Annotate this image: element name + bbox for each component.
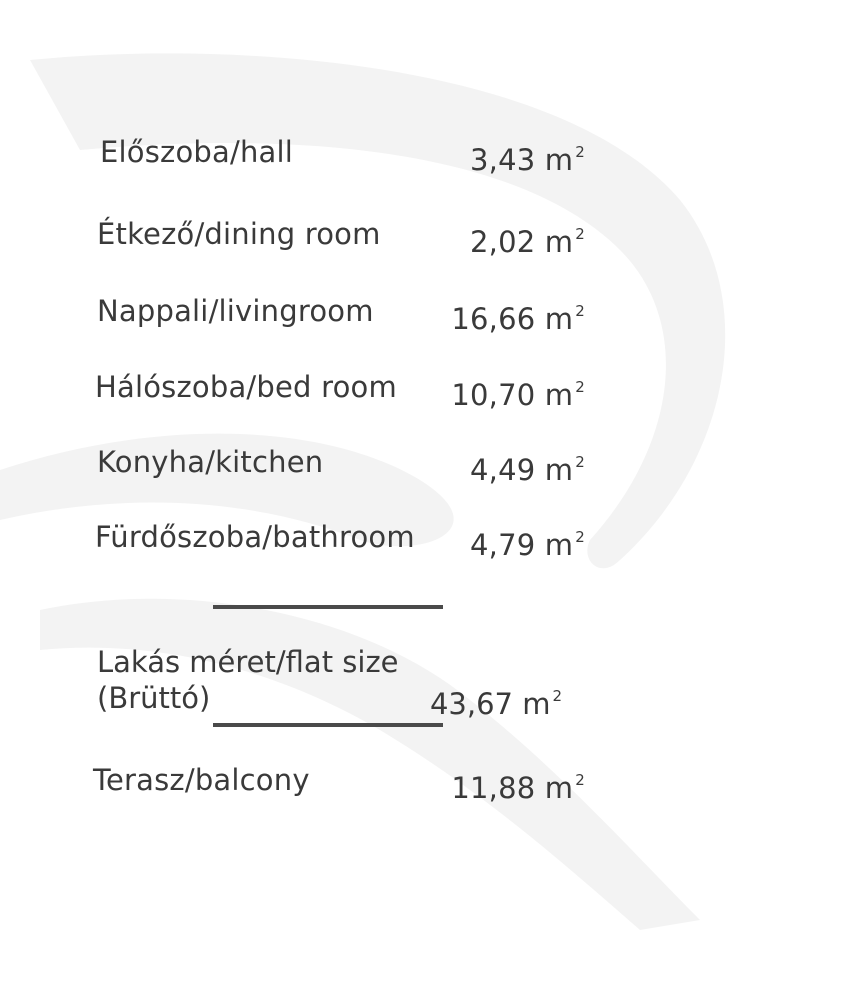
balcony-area: 11,88 m $^2$ — [451, 771, 585, 805]
total-label-line2: (Brüttó) — [97, 681, 211, 715]
total-area: 43,67 m $^2$ — [429, 687, 562, 721]
room-label: Hálószoba/bed room — [95, 370, 397, 404]
room-area: 10,70 m $^2$ — [451, 378, 585, 412]
room-label: Konyha/kitchen — [97, 445, 324, 479]
room-label: Étkező/dining room — [97, 217, 381, 251]
room-label: Nappali/livingroom — [97, 294, 374, 328]
room-row — [0, 291, 849, 336]
room-label: Fürdőszoba/bathroom — [95, 520, 415, 554]
room-row — [0, 517, 849, 562]
room-row — [0, 367, 849, 412]
room-area: 3,43 m $^2$ — [470, 143, 585, 177]
room-row — [0, 442, 849, 487]
divider-top — [213, 605, 443, 609]
room-area: 16,66 m $^2$ — [451, 302, 585, 336]
balcony-row — [0, 760, 849, 805]
room-area: 4,79 m $^2$ — [470, 528, 585, 562]
balcony-label: Terasz/balcony — [93, 763, 310, 797]
room-label: Előszoba/hall — [100, 135, 294, 169]
room-area: 4,49 m $^2$ — [470, 453, 585, 487]
total-label-line1: Lakás méret/flat size — [97, 645, 399, 679]
divider-bottom — [213, 723, 443, 727]
room-area: 2,02 m $^2$ — [470, 225, 585, 259]
room-row — [0, 214, 849, 259]
room-row — [0, 132, 849, 177]
